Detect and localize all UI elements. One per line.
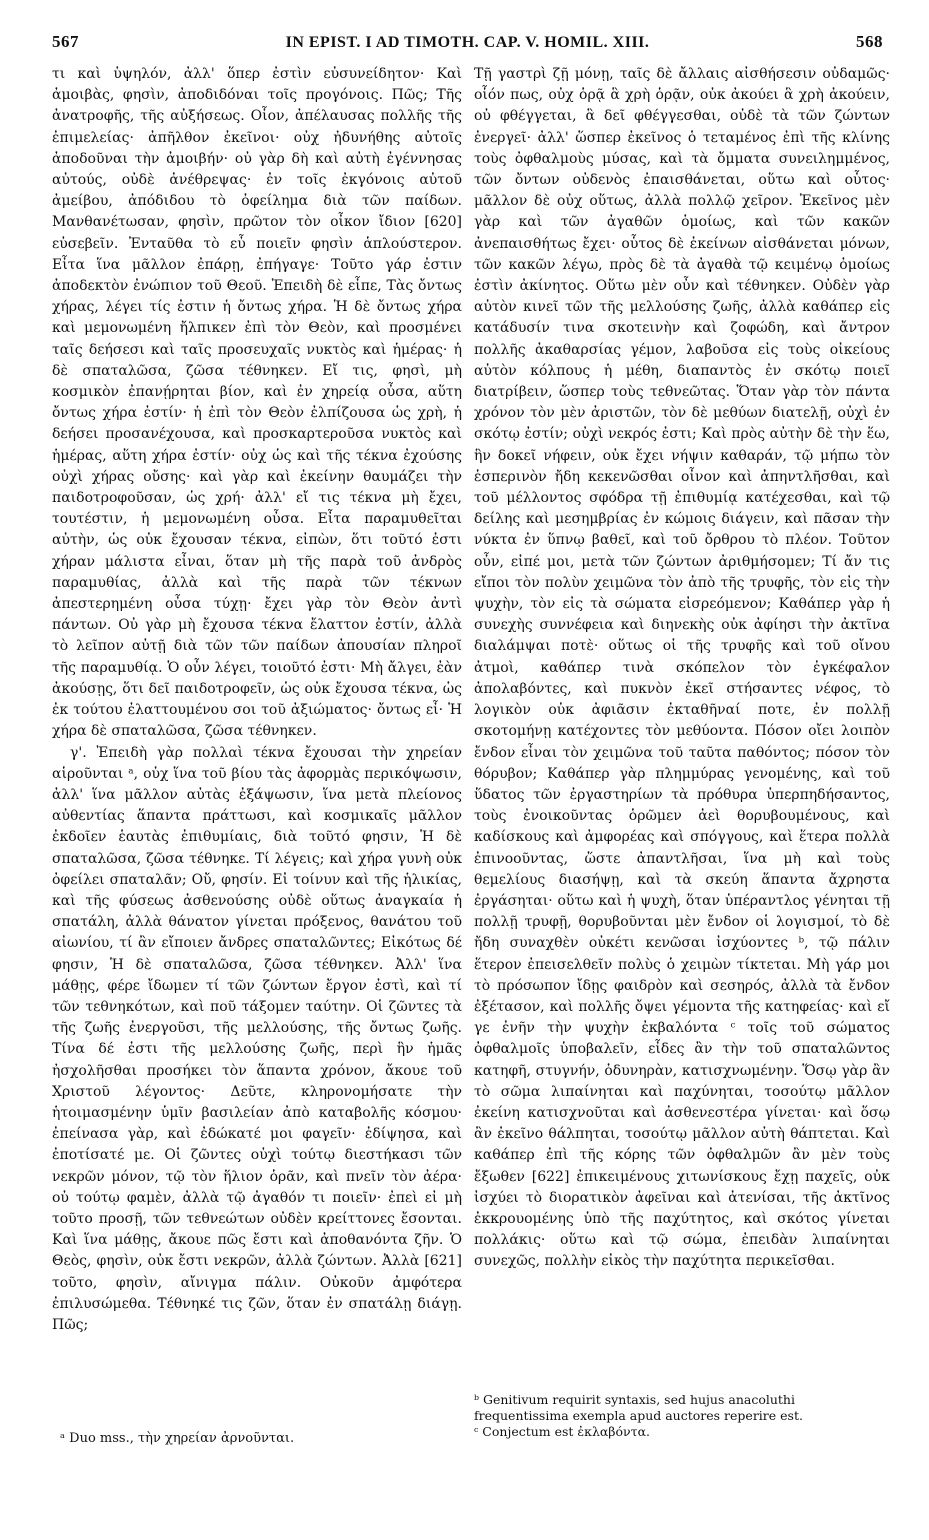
left-paragraph-1: τι καὶ ὑψηλόν, ἀλλ' ὅπερ ἐστὶν εὐσυνείδητον· Καὶ ἀμοιβὰς, φησὶν, ἀποδιδόναι τοῖς προγόνοις. Πῶς; Τῆς ἀνατροφῆς, τῆς αὐξήσεως. Οἷον, ἀπέλαυσας πολλῆς τῆς ἐπιμελείας· ἀπῆλθον ἐκεῖνοι· οὐχ ἠδυνήθης αὐτοῖς ἀποδοῦναι τὴν ἀμοιβήν· οὐ γὰρ δὴ καὶ αὐτὴ ἐγέννησας αὐτούς, οὐδὲ ἀνέθρεψας· ἐν τοῖς ἐκγόνοις αὐτοῦ ἀμείβου, ἀπόδιδου τὸ ὀφείλημα διὰ τῶν παίδων. Μανθανέτωσαν, φησὶν, πρῶτον τὸν οἶκον ἴδιον [620] εὐσεβεῖν. Ἐνταῦθα τὸ εὖ ποιεῖν φησὶν ἁπλούστερον. Εἶτα ἵνα μᾶλλον ἐπάρῃ, ἐπήγαγε· Τοῦτο γάρ ἐστιν ἀποδεκτὸν ἐνώπιον τοῦ Θεοῦ. Ἐπειδὴ δὲ εἶπε, Τὰς ὄντως χήρας, λέγει τίς ἐστιν ἡ ὄντως χήρα. Ἡ δὲ ὄντως χήρα καὶ μεμονωμένη ἤλπικεν ἐπὶ τὸν Θεὸν, καὶ προσμένει ταῖς δεήσεσι καὶ ταῖς προσευχαῖς νυκτὸς καὶ ἡμέρας· ἡ δὲ σπαταλῶσα, ζῶσα τέθνηκεν. Εἴ τις, φησὶ, μὴ κοσμικὸν ἐπανῄρηται βίον, καὶ ἐν χηρείᾳ οὖσα, αὕτη ὄντως χήρα ἐστίν· ἡ ἐπὶ τὸν Θεὸν ἐλπίζουσα ὡς χρὴ, ἡ δεήσει προσανέχουσα, καὶ προσκαρτεροῦσα νυκτὸς καὶ ἡμέρας, αὕτη χήρα ἐστίν· οὐχ ὡς καὶ τῆς τέκνα ἐχούσης οὐχὶ χήρας οὔσης· καὶ γὰρ καὶ ἐκείνην θαυμάζει τὴν παιδοτροφοῦσαν, ὡς χρή· ἀλλ' εἴ τις τέκνα μὴ ἔχει, τουτέστιν, ἡ μεμονωμένη οὖσα. Εἶτα παραμυθεῖται αὐτὴν, ὡς οὐκ ἔχουσαν τέκνα, εἰπὼν, ὅτι τοῦτό ἐστι χήραν μάλιστα εἶναι, ὅταν μὴ τῆς παρὰ τοῦ ἀνδρὸς παραμυθίας, ἀλλὰ καὶ τῆς παρὰ τῶν τέκνων ἀπεστερημένη οὖσα τύχῃ· ἔχει γὰρ τὸν Θεὸν ἀντὶ πάντων. Οὐ γὰρ μὴ ἔχουσα τέκνα ἔλαττον ἐστίν, ἀλλὰ τὸ λεῖπον αὐτῇ διὰ τῶν τῶν παίδων ἀπουσίαν πληροῖ τῆς παραμυθίᾳ. Ὁ οὖν λέγει, τοιοῦτό ἐστι· Μὴ ἄλγει, ἐὰν ἀκούσῃς, ὅτι δεῖ παιδοτροφεῖν, ὡς οὐκ ἔχουσα τέκνα, ὡς ἐκ τούτου ἐλαττουμένου σοι τοῦ ἀξιώματος· ὄντως εἶ· Ἡ χήρα δὲ σπαταλῶσα, ζῶσα τέθνηκεν.: [52, 66, 462, 740]
left-column: [52, 64, 462, 1336]
running-title: IN EPIST. I AD TIMOTH. CAP. V. HOMIL. XIII.: [285, 34, 650, 51]
running-header: [52, 32, 883, 56]
page-number-right: 568: [856, 32, 883, 51]
right-column: [474, 64, 890, 1273]
right-paragraph: Τῇ γαστρὶ ζῇ μόνῃ, ταῖς δὲ ἄλλαις αἰσθήσεσιν οὐδαμῶς· οἷόν πως, οὐχ ὁρᾷ ἃ χρὴ ὁρᾷν, οὐκ ἀκούει ἃ χρὴ ἀκούειν, οὐ φθέγγεται, ἃ δεῖ φθέγγεσθαι, οὐδὲ τὰ τῶν ζώντων ἐνεργεῖ· ἀλλ' ὥσπερ ἐκεῖνος ὁ τεταμένος ἐπὶ τῆς κλίνης τοὺς ὀφθαλμοὺς μύσας, καὶ τὰ ὄμματα συνειλημμένος, τῶν ὄντων οὐδενὸς ἐπαισθάνεται, οὕτω καὶ οὗτος· μᾶλλον δὲ οὐχ οὕτως, ἀλλὰ πολλῷ χεῖρον. Ἐκεῖνος μὲν γὰρ καὶ τῶν ἀγαθῶν ὁμοίως, καὶ τῶν κακῶν ἀνεπαισθήτως ἔχει· οὗτος δὲ ἐκείνων αἰσθάνεται μόνων, τῶν κακῶν λέγω, πρὸς δὲ τὰ ἀγαθὰ τῷ κειμένῳ ὁμοίως ἐστὶν ἀκίνητος. Οὕτω μὲν οὖν καὶ τέθνηκεν. Οὐδὲν γὰρ αὐτὸν κινεῖ τῶν τῆς μελλούσης ζωῆς, ἀλλὰ καθάπερ εἰς κατάδυσίν τινα σκοτεινὴν καὶ ζοφώδη, καὶ ἄντρον πολλῆς ἀκαθαρσίας γέμον, λαβοῦσα εἰς τοὺς οἰκείους αὐτὸν κόλπους ἡ μέθη, διαπαντὸς ἐν σκότῳ ποιεῖ διατρίβειν, ὥσπερ τοὺς τεθνεῶτας. Ὅταν γὰρ τὸν πάντα χρόνον τὸν μὲν ἀριστῶν, τὸν δὲ μεθύων διατελῇ, οὐχὶ ἐν σκότῳ ἐστίν; οὐχὶ νεκρός ἐστι; Καὶ πρὸς αὐτὴν δὲ τὴν ἕω, ἣν δοκεῖ νήφειν, οὐκ ἔχει νήψιν καθαράν, τῷ μήπω τὸν ἑσπερινὸν ἤδη κεκενῶσθαι οἶνον καὶ ἀπηντλῆσθαι, καὶ τοῦ μέλλοντος σφόδρα τῇ ἐπιθυμίᾳ κατέχεσθαι, καὶ τῷ δείλης καὶ μεσημβρίας ἐν κώμοις διάγειν, καὶ πᾶσαν τὴν νύκτα ἐν ὕπνῳ βαθεῖ, καὶ τοῦ ὄρθρου τὸ πλέον. Τοῦτον οὖν, εἰπέ μοι, μετὰ τῶν ζώντων ἀριθμήσομεν; Τί ἄν τις εἴποι τὸν πολὺν χειμῶνα τὸν ἀπὸ τῆς τρυφῆς, τὸν εἰς τὴν ψυχὴν, τὸν εἰς τὰ σώματα εἰσρεόμενον; Καθάπερ γὰρ ἡ συνεχὴς συννέφεια καὶ διηνεκὴς οὐκ ἀφίησι τὴν ἀκτῖνα διαλάμψαι ποτὲ· οὕτως οἱ τῆς τρυφῆς καὶ τοῦ οἴνου ἀτμοὶ, καθάπερ τινὰ σκόπελον τὸν ἐγκέφαλον ἀπολαβόντες, καὶ πυκνὸν ἐκεῖ στήσαντες νέφος, τὸ λογικὸν οὐκ ἀφιᾶσιν ἐκταθῆναί ποτε, ἐν πολλῇ σκοτομήνῃ κατέχοντες τὸν μεθύοντα. Πόσον οἴει λοιπὸν ἔνδον εἶναι τὸν χειμῶνα τοῦ ταῦτα παθόντος; πόσον τὸν θόρυβον; Καθάπερ γὰρ πλημμύρας γενομένης, καὶ τοῦ ὕδατος τῶν ἐργαστηρίων τὰ πρόθυρα ὑπερπηδήσαντος, τοὺς ἐνοικοῦντας ὁρῶμεν ἀεὶ θορυβουμένους, καὶ καδίσκους καὶ ἀμφορέας καὶ σπόγγους, καὶ ἕτερα πολλὰ ἐπινοοῦντας, ὥστε ἀπαντλῆσαι, ἵνα μὴ καὶ τοὺς θεμελίους διασήψῃ, καὶ τὰ σκεύη ἅπαντα ἄχρηστα ἐργάσηται· οὕτω καὶ ἡ ψυχὴ, ὅταν ὑπέραντλος γένηται τῇ πολλῇ τρυφῇ, θορυβοῦνται μὲν ἔνδον οἱ λογισμοί, τὸ δὲ ἤδη συναχθὲν οὐκέτι κενῶσαι ἰσχύοντες ᵇ, τῷ πάλιν ἕτερον ἐπεισελθεῖν πολὺς ὁ χειμὼν τίκτεται. Μὴ γάρ μοι τὸ πρόσωπον ἴδῃς φαιδρὸν καὶ σεσηρός, ἀλλὰ τὰ ἔνδον ἐξέτασον, καὶ πολλῆς ὄψει γέμοντα τῆς κατηφείας· καὶ εἴ γε ἐνῆν τὴν ψυχὴν ἐκβαλόντα ᶜ τοῖς τοῦ σώματος ὀφθαλμοῖς ὑποβαλεῖν, εἶδες ἂν τὴν τοῦ σπαταλῶντος κατηφῆ, στυγνήν, ὀδυνηρὰν, κατισχνωμένην. Ὅσῳ γὰρ ἂν τὸ σῶμα λιπαίνηται καὶ παχύνηται, τοσούτῳ μᾶλλον ἐκείνη κατισχνοῦται καὶ ἀσθενεστέρα γίνεται· καὶ ὅσῳ ἂν ἐκεῖνο θάλπηται, τοσούτῳ μᾶλλον αὐτὴ θάπτεται. Καὶ καθάπερ ἐπὶ τῆς κόρης τῶν ὀφθαλμῶν ἂν μὲν τοὺς ἔξωθεν [622] ἐπικειμένους χιτωνίσκους ἔχῃ παχεῖς, οὐκ ἰσχύει τὸ διορατικὸν ἀφεῖναι καὶ ἀτενίσαι, τῆς ἀκτῖνος ἐκκρουομένης ὑπὸ τῆς παχύτητος, καὶ σκότος γίνεται πολλάκις· οὕτω καὶ τῷ σώμα, ἐπειδὰν λιπαίνηται συνεχῶς, πολλὴν εἰκὸς τὴν παχύτητα περικεῖσθαι.: [474, 66, 890, 1270]
footnote-a: ᵃ Duo mss., τὴν χηρείαν ἀρνοῦνται.: [60, 1431, 295, 1446]
footnote-left: [60, 1431, 294, 1446]
footnote-b: ᵇ Genitivum requirit syntaxis, sed hujus anacoluthi frequentissima exempla apud auctores reperire est.: [474, 1392, 803, 1423]
left-paragraph-2: γ'. Ἐπειδὴ γὰρ πολλαὶ τέκνα ἔχουσαι τὴν χηρείαν αἱροῦνται ᵃ, οὐχ ἵνα τοῦ βίου τὰς ἀφορμὰς περικόψωσιν, ἀλλ' ἵνα μᾶλλον αὐτὰς ἐξάψωσιν, ἵνα μετὰ πλείονος αὐθεντίας ἅπαντα πράττωσι, καὶ κοσμικαῖς μᾶλλον ἐκδοῖεν ἑαυτὰς ἐπιθυμίαις, διὰ τοῦτό φησιν, Ἡ δὲ σπαταλῶσα, ζῶσα τέθνηκε. Τί λέγεις; καὶ χήρα γυνὴ οὐκ ὀφείλει σπαταλᾶν; Οὔ, φησίν. Εἰ τοίνυν καὶ τῆς ἡλικίας, καὶ τῆς φύσεως ἀσθενούσης οὐδὲ οὕτως ἀναγκαία ἡ σπατάλη, ἀλλὰ θάνατον γίνεται πρόξενος, θανάτου τοῦ αἰωνίου, τί ἂν εἴποιεν ἄνδρες σπαταλῶντες; Εἰκότως δέ φησιν, Ἡ δὲ σπαταλῶσα, ζῶσα τέθνηκεν. Ἀλλ' ἵνα μάθῃς, φέρε ἴδωμεν τί τῶν ζώντων ἔργον ἐστὶ, καὶ τί τῶν τεθνηκότων, καὶ ποῦ τάξομεν ταύτην. Οἱ ζῶντες τὰ τῆς ζωῆς ἐνεργοῦσι, τῆς μελλούσης, τῆς ὄντως ζωῆς. Τίνα δέ ἐστι τῆς μελλούσης ζωῆς, περὶ ἣν ἡμᾶς ἠσχολῆσθαι προσήκει τὸν ἅπαντα χρόνον, ἄκουε τοῦ Χριστοῦ λέγοντος· Δεῦτε, κληρονομήσατε τὴν ἡτοιμασμένην ὑμῖν βασιλείαν ἀπὸ καταβολῆς κόσμου· ἐπείνασα γὰρ, καὶ ἐδώκατέ μοι φαγεῖν· ἐδίψησα, καὶ ἐποτίσατέ με. Οἱ ζῶντες οὐχὶ τούτῳ διεστήκασι τῶν νεκρῶν μόνον, τῷ τὸν ἥλιον ὁρᾶν, καὶ πνεῖν τὸν ἀέρα· οὐ τούτῳ φαμὲν, ἀλλὰ τῷ ἀγαθόν τι ποιεῖν· ἐπεὶ εἰ μὴ τοῦτο προσῇ, τῶν τεθνεώτων οὐδὲν κρείττονες ἔσονται. Καὶ ἵνα μάθῃς, ἄκουε πῶς ἔστι καὶ ἀποθανόντα ζῆν. Ὁ Θεὸς, φησὶν, οὐκ ἔστι νεκρῶν, ἀλλὰ ζώντων. Ἀλλὰ [621] τοῦτο, φησὶν, αἴνιγμα πάλιν. Οὐκοῦν ἀμφότερα ἐπιλυσώμεθα. Τέθνηκέ τις ζῶν, ὅταν ἐν σπατάλῃ διάγῃ. Πῶς;: [52, 744, 462, 1333]
footnote-c: ᶜ Conjectum est ἐκλαβόντα.: [474, 1424, 650, 1439]
page-number-left: 567: [52, 32, 79, 51]
footnotes-right: [474, 1392, 890, 1440]
